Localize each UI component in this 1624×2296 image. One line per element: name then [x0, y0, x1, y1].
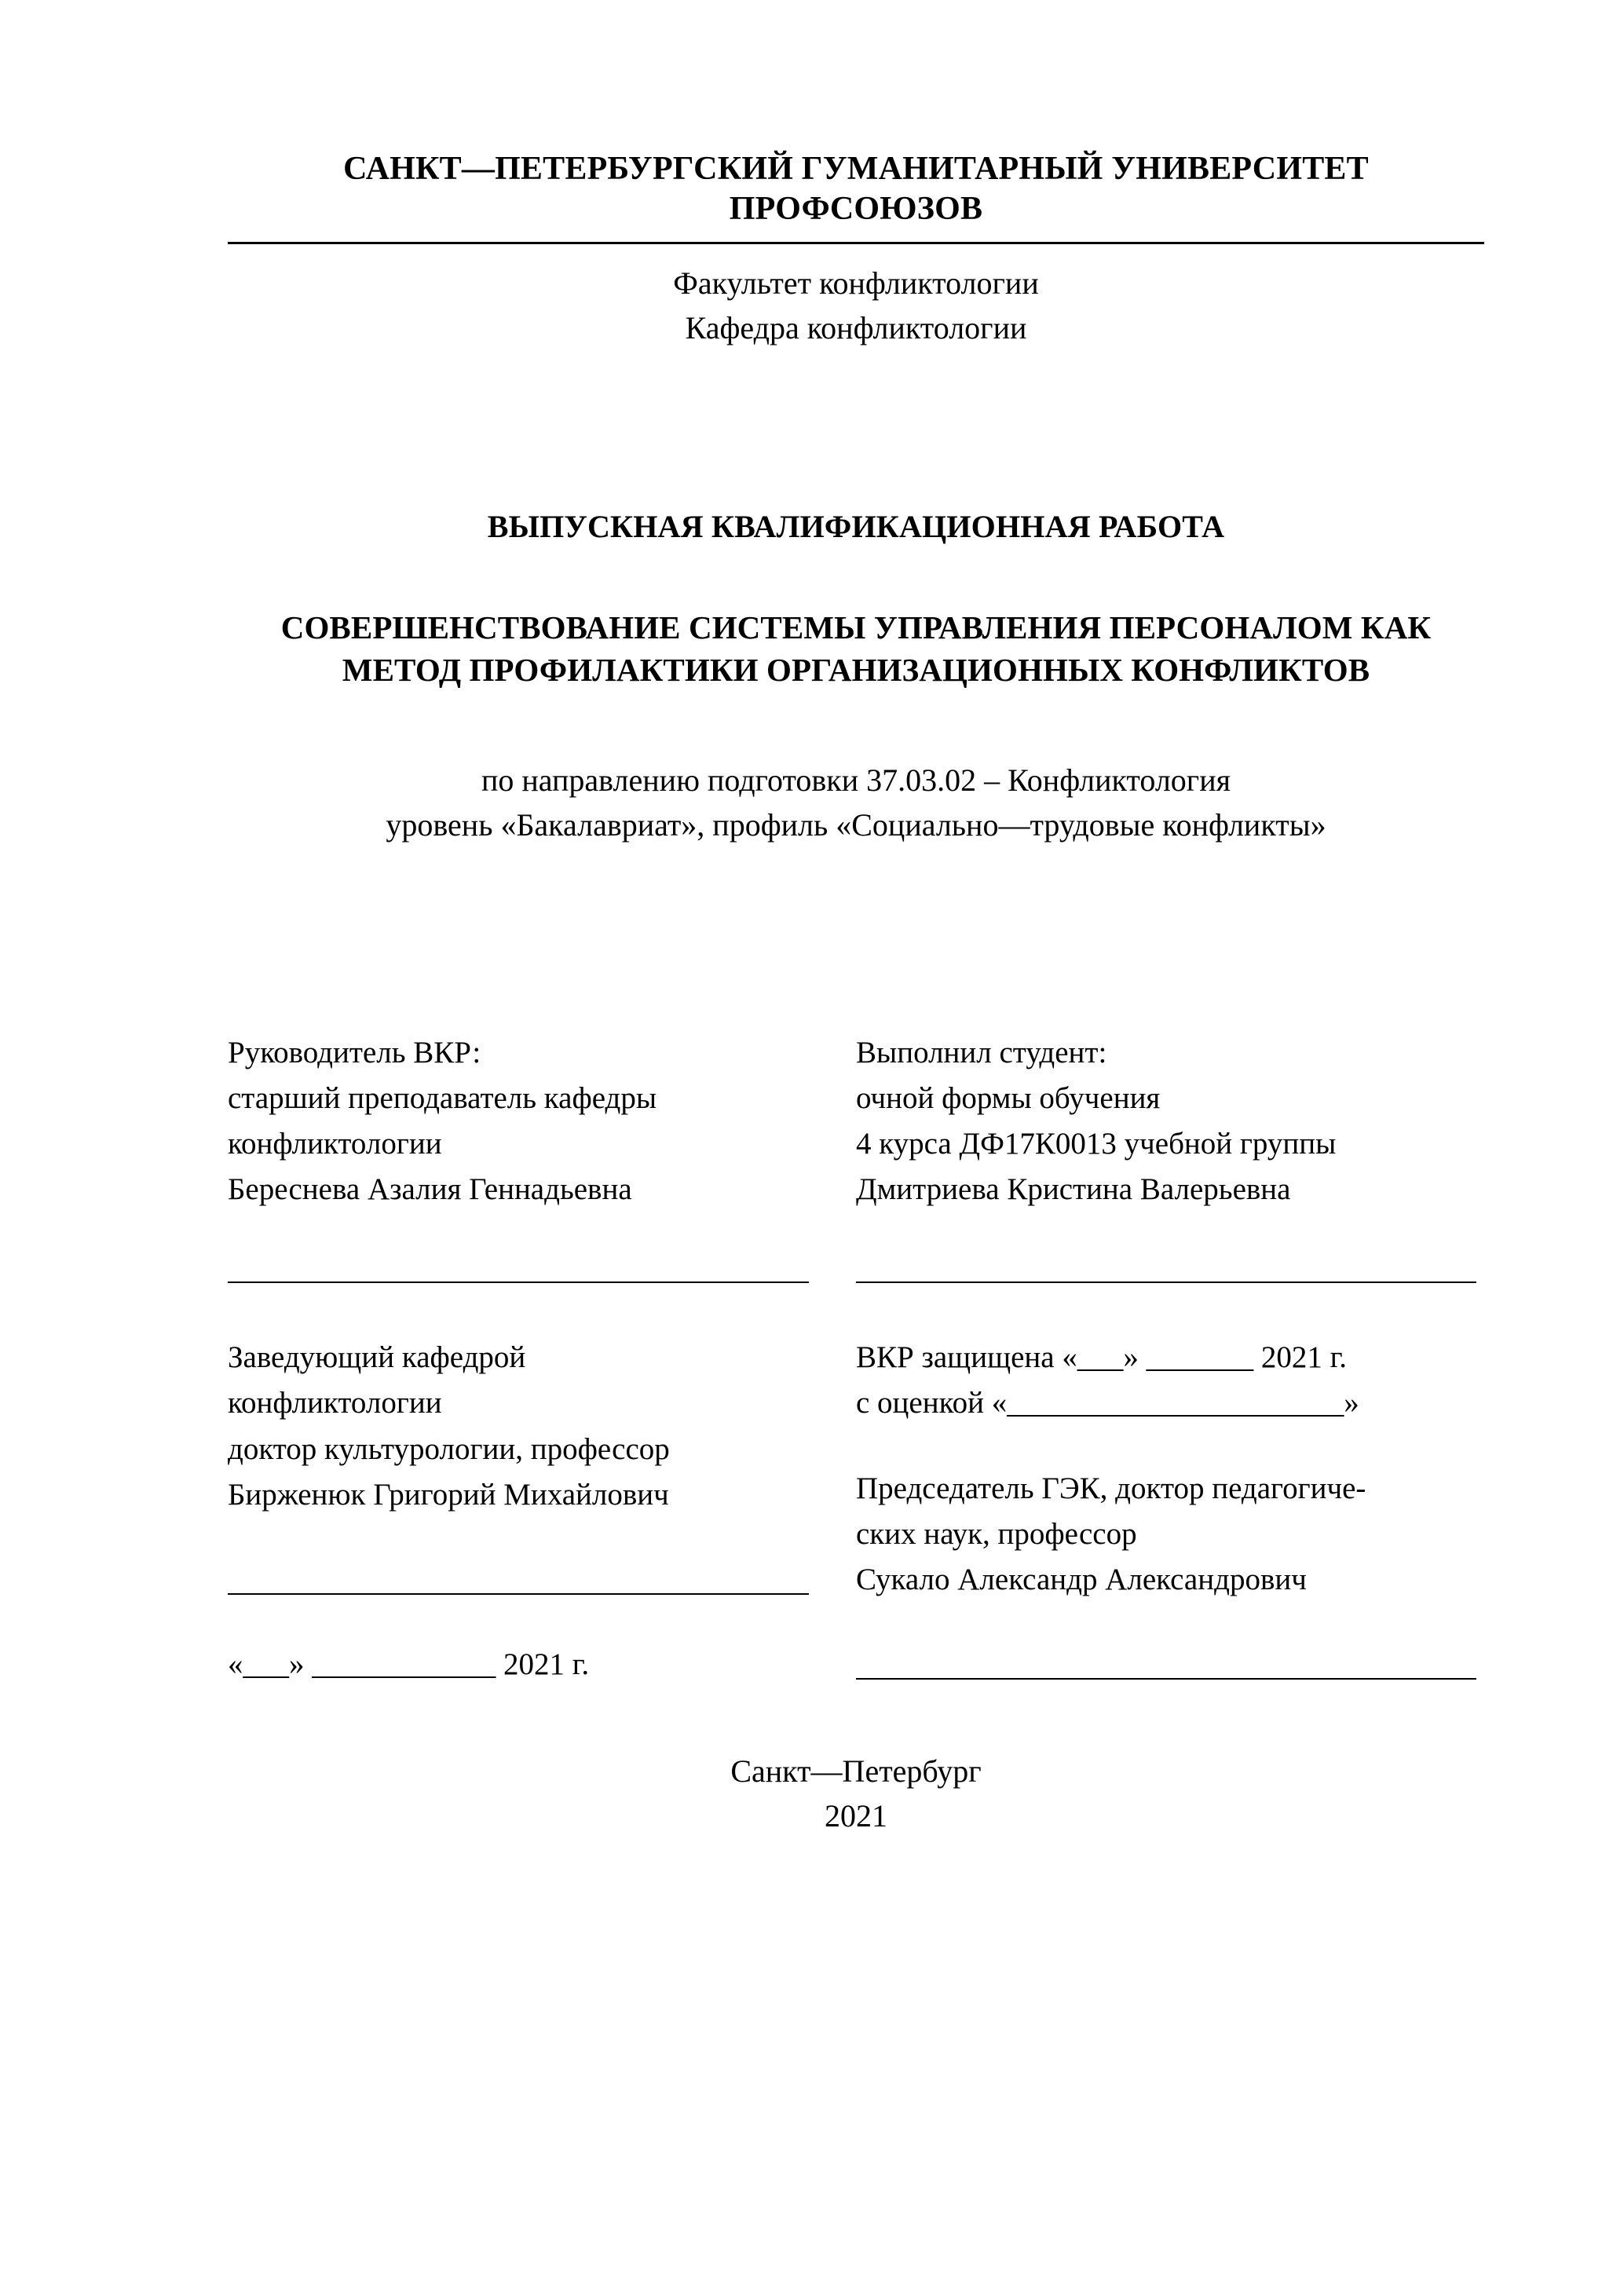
program-direction: по направлению подготовки 37.03.02 – Конфликтология [481, 762, 1231, 799]
defense-date: «___» _______ 2021 г. [1062, 1340, 1347, 1375]
program-level: уровень «Бакалавриат», профиль «Социально—трудовые конфликты» [386, 807, 1326, 843]
supervisor-signature-line [228, 1281, 809, 1283]
defense-date-row [856, 1335, 1484, 1380]
supervisor-role: Руководитель ВКР: [228, 1035, 481, 1069]
bottom-date: «___» ____________ 2021 г. [228, 1647, 590, 1681]
grade-value: «______________________» [991, 1386, 1359, 1420]
head-of-department-block [228, 1335, 832, 1517]
university-name: САНКТ—ПЕТЕРБУРГСКИЙ ГУМАНИТАРНЫЙ УНИВЕРСИТЕТ ПРОФСОЮЗОВ [343, 151, 1369, 228]
head-signature-line [228, 1593, 809, 1595]
faculty-block [228, 261, 1484, 351]
faculty-name: Факультет конфликтологии [673, 265, 1039, 302]
student-role: Выполнил студент: [856, 1035, 1107, 1069]
defense-label: ВКР защищена [856, 1340, 1055, 1375]
page-content [228, 0, 1484, 1838]
program-info [228, 759, 1484, 848]
supervisor-name: Береснева Азалия Геннадьевна [228, 1172, 632, 1207]
student-name: Дмитриева Кристина Валерьевна [856, 1172, 1291, 1207]
head-role-1: Заведующий кафедрой [228, 1340, 526, 1375]
signature-columns [228, 1030, 1484, 1682]
grade-row [856, 1380, 1484, 1426]
chair-name: Сукало Александр Александрович [856, 1562, 1307, 1596]
department-name: Кафедра конфликтологии [685, 310, 1027, 346]
head-role-2: конфликтологии [228, 1386, 442, 1420]
supervisor-position-2: конфликтологии [228, 1127, 442, 1161]
defense-block [856, 1335, 1484, 1603]
left-column [228, 1030, 856, 1682]
chair-signature-line [856, 1678, 1476, 1680]
chair-role-2: ских наук, профессор [856, 1516, 1137, 1551]
grade-label: с оценкой [856, 1386, 984, 1420]
university-header [228, 149, 1484, 351]
head-name: Бирженюк Григорий Михайлович [228, 1477, 669, 1512]
chair-role-1: Председатель ГЭК, доктор педагогиче- [856, 1471, 1366, 1505]
student-group: 4 курса ДФ17К0013 учебной группы [856, 1127, 1337, 1161]
supervisor-position-1: старший преподаватель кафедры [228, 1080, 657, 1115]
page-footer [228, 1749, 1484, 1839]
thesis-title: СОВЕРШЕНСТВОВАНИЕ СИСТЕМЫ УПРАВЛЕНИЯ ПЕРСОНАЛОМ КАК МЕТОД ПРОФИЛАКТИКИ ОРГАНИЗАЦИОННЫХ КОНФЛИКТОВ [280, 609, 1432, 689]
year: 2021 [825, 1797, 887, 1834]
city: Санкт—Петербург [730, 1753, 982, 1789]
right-column [856, 1030, 1484, 1682]
head-degree: доктор культурологии, профессор [228, 1431, 670, 1466]
student-signature-line [856, 1281, 1476, 1283]
header-divider [228, 242, 1484, 244]
student-form: очной формы обучения [856, 1080, 1161, 1115]
work-type: ВЫПУСКНАЯ КВАЛИФИКАЦИОННАЯ РАБОТА [487, 509, 1225, 545]
